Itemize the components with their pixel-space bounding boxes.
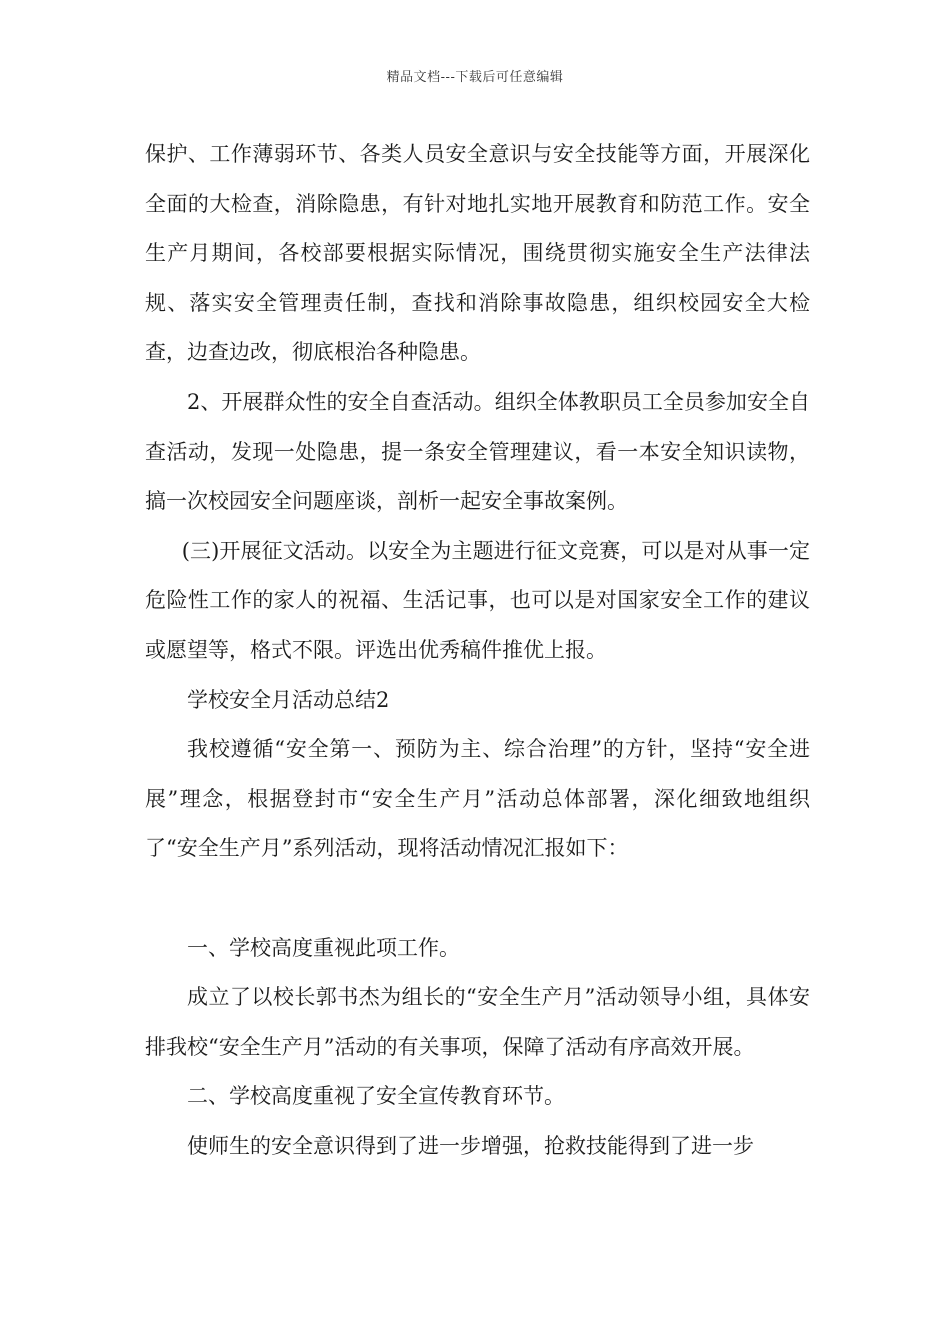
heading-point-one: 一、学校高度重视此项工作。 (187, 935, 460, 960)
paragraph-intro: 我校遵循“安全第一、预防为主、综合治理”的方针，坚持“安全进展”理念，根据登封市“安全生产月”活动总体部署，深化细致地组织了“安全生产月”系列活动，现将活动情况汇报如下： (145, 737, 810, 861)
section-title: 学校安全月活动总结2 (187, 687, 390, 712)
paragraph-continuation: 保护、工作薄弱环节、各类人员安全意识与安全技能等方面，开展深化全面的大检查，消除隐患，有针对地扎实地开展教育和防范工作。安全生产月期间，各校部要根据实际情况，围绕贯彻实施安全生产法律法规、落实安全管理责任制，查找和消除事故隐患，组织校园安全大检查，边查边改，彻底根治各种隐患。 (145, 142, 810, 365)
page-header: 精品文档---下载后可任意编辑 (386, 70, 564, 85)
paragraph-safety-awareness: 使师生的安全意识得到了进一步增强，抢救技能得到了进一步 (187, 1133, 754, 1158)
heading-point-two: 二、学校高度重视了安全宣传教育环节。 (187, 1084, 565, 1109)
paragraph-essay-activity: (三)开展征文活动。以安全为主题进行征文竞赛，可以是对从事一定危险性工作的家人的祝福、生活记事，也可以是对国家安全工作的建议或愿望等，格式不限。评选出优秀稿件推优上报。 (145, 538, 810, 662)
paragraph-self-inspection: 2、开展群众性的安全自查活动。组织全体教职员工全员参加安全自查活动，发现一处隐患，提一条安全管理建议，看一本安全知识读物，搞一次校园安全问题座谈，剖析一起安全事故案例。 (145, 389, 810, 514)
document-body (145, 130, 810, 1171)
blank-line (145, 874, 810, 924)
paragraph-leadership-group: 成立了以校长郭书杰为组长的“安全生产月”活动领导小组，具体安排我校“安全生产月”活动的有关事项，保障了活动有序高效开展。 (145, 985, 810, 1059)
